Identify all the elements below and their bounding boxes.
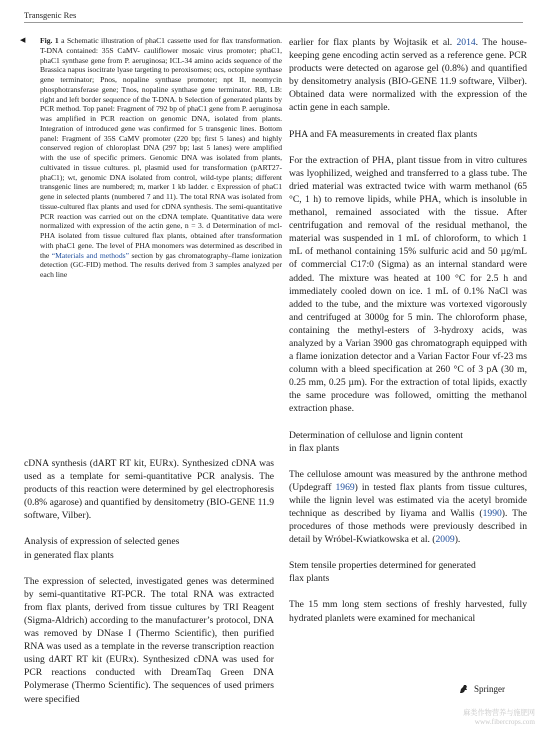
section-heading-cellulose: [289, 429, 527, 455]
publisher-name: Springer: [474, 684, 505, 694]
section-heading-pha: PHA and FA measurements in created flax plants: [289, 128, 478, 140]
springer-horse-icon: [458, 683, 470, 695]
caption-text-end: section by gas chromatography–flame ionization detection (GC-FID) method. The results derived from 3 samples analyzed per each line: [40, 250, 282, 279]
right-paragraph-3: [289, 468, 527, 547]
text-span: . The house-keeping gene encoding actin served as a reference gene. PCR products were detected on agarose gel (0.8%) and quantified by densitometry analysis (BIO-GENE 11.9 software, Vilber). Obtained data were normalized with the expression of the actin gene in each sample.: [289, 37, 527, 114]
heading-line: in generated flax plants: [24, 549, 114, 561]
right-paragraph-4: The 15 mm long stem sections of freshly harvested, fully hydrated planlets were examined for mechanical: [289, 599, 527, 624]
caption-text: a Schematic illustration of phaC1 cassette used for flax transformation. T-DNA contained: 35S CaMV- cauliflower mosaic virus promoter; phaC1, phaC1 synthase gene from P. aeruginosa; ICL-34 amino acids sequence of the Brassica napus isocitrate lyase targeting to peroxisomes; ocs, octopine synthase gene terminator; Pnos, nopaline synthase promoter; npt II, neomycin phosphotransferase gene; Tnos, nopaline synthase gene terminator. RB, LB: right and left border sequence of the T-DNA. b Selection of generated plants by PCR method. Top panel: Fragment of 792 bp of phaC1 gene from P. aeruginosa was amplified in PCR reaction on genomic DNA, isolated from plants. Integration of introduced gene was confirmed for 5 transgenic lines. Bottom panel: Fragment of 35S CaMV promoter (220 bp; first 5 lanes) and highly conserved region of chloroplast DNA (297 bp; last 5 lanes) were amplified with the use of specific primers. Genomic DNA was isolated from plants, cultivated in tissue cultures. pl, plasmid used for transformation (pART27-phaC1); wt, genomic DNA isolated from control, wild-type plants; different transgenic lines are numbered; m, marker 1 kb ladder. c Expression of phaC1 gene in selected plants (numbered 7 and 11). The total RNA was isolated from tissue-cultured flax plants and used for cDNA synthesis. The semi-quantitative PCR reaction was carried out on the cDNA template. Quantitative data were normalized with expression of the actin gene, n = 3. d Determination of mcl-PHA isolated from tissue cultured flax plants, obtained after transformation with phaC1 gene. The level of PHA monomers was determined as described in the: [40, 36, 282, 260]
heading-line: in flax plants: [289, 442, 340, 454]
right-paragraph-1: [289, 36, 527, 115]
section-heading-expression: [24, 535, 274, 561]
text-span: The cellulose amount was measured by the anthrone method (Updegraff: [289, 468, 527, 493]
heading-line: Determination of cellulose and lignin content: [289, 429, 463, 441]
heading-line: flax plants: [289, 573, 330, 585]
materials-methods-link[interactable]: “Materials and methods”: [51, 250, 129, 260]
left-paragraph-2: The expression of selected, investigated genes was determined by semi-quantitative RT-PCR. The total RNA was extracted from flax plants, derived from tissue cultures by TRI Reagent (Sigma-Aldrich) according to the manufacturer’s protocol, DNA was removed by DNase I (Thermo Scientific), then purified RNA was used as a template in the reverse transcription reaction using dART RT kit (EURx). Synthesized cDNA was used for PCR reactions conducted with DreamTaq Green DNA Polymerase (Thermo Scientific). The sequences of used primers were specified: [24, 575, 274, 705]
figure-caption-block: [20, 36, 282, 280]
caption-arrow-icon: ◀: [20, 36, 26, 44]
citation-link-2009[interactable]: 2009: [435, 534, 455, 546]
heading-line: Stem tensile properties determined for generated: [289, 560, 476, 572]
watermark-line: www.fibercrops.com: [474, 718, 535, 726]
citation-link-1990[interactable]: 1990: [482, 508, 502, 519]
header-rule: [24, 22, 523, 23]
text-span: ).: [454, 534, 461, 546]
right-column: [289, 36, 527, 625]
journal-name: Transgenic Res: [24, 10, 77, 20]
left-body: [24, 457, 274, 706]
citation-link-1969[interactable]: 1969: [335, 481, 355, 493]
watermark-line: 麻类作物营养与施肥网: [463, 709, 535, 717]
publisher-logo: [458, 683, 505, 695]
section-heading-tensile: [289, 559, 527, 585]
left-paragraph-1: cDNA synthesis (dART RT kit, EURx). Synthesized cDNA was used as a template for semi-quantitative PCR analysis. The products of this reaction were determined by gel electrophoresis (0.8% agarose) and quantified by densitometry (BIO-GENE 11.9 software, Vilber).: [24, 458, 274, 522]
figure-label: Fig. 1: [40, 36, 59, 45]
figure-caption: [20, 36, 282, 280]
text-span: ). The procedures of those methods were previously described in detail by Wróbel-Kwiatkowska et al. (: [289, 508, 527, 546]
citation-link-2014[interactable]: 2014: [456, 37, 476, 48]
text-span: earlier for flax plants by Wojtasik et al.: [289, 37, 457, 48]
text-span: ) in tested flax plants from tissue cultures, while the lignin level was estimated via the acetyl bromide technique as described by Iiyama and Wallis (: [289, 481, 527, 519]
right-paragraph-2: For the extraction of PHA, plant tissue from in vitro cultures was lyophilized, weighed and transferred to a glass tube. The dried material was extracted twice with warm methanol (65 °C, 1 h) to remove lipids, while PHA, which is insoluble in methanol, remained associated with the tissue. After centrifugation and removal of the residual methanol, the material was suspended in 1 mL of chloroform, to which 1 mL of methanol containing 15% sulfuric acid and 50 µg/mL of commercial C17:0 (Sigma) as an internal standard were added. The mixture was heated at 100 °C for 2.5 h and immediately cooled down on ice. 1 mL of 0.1% NaCl was added to the tube, and the mixture was vortexed vigorously and centrifuged at 3000g for 5 min. The chloroform phase, containing the methyl-esters of 3-hydroxy acids, was analyzed by a Varian 3900 gas chromatograph equipped with a flame ionization detector and a Varian Factor Four vf-23 ms column with a bleed specification at 260 °C of 3 pA (30 m, 0.25 mm, 0.25 µm). For the extraction of total lipids, exactly the same procedure was followed, omitting the methanol extraction phase.: [289, 154, 527, 415]
heading-line: Analysis of expression of selected genes: [24, 536, 180, 548]
watermark: [463, 709, 535, 727]
